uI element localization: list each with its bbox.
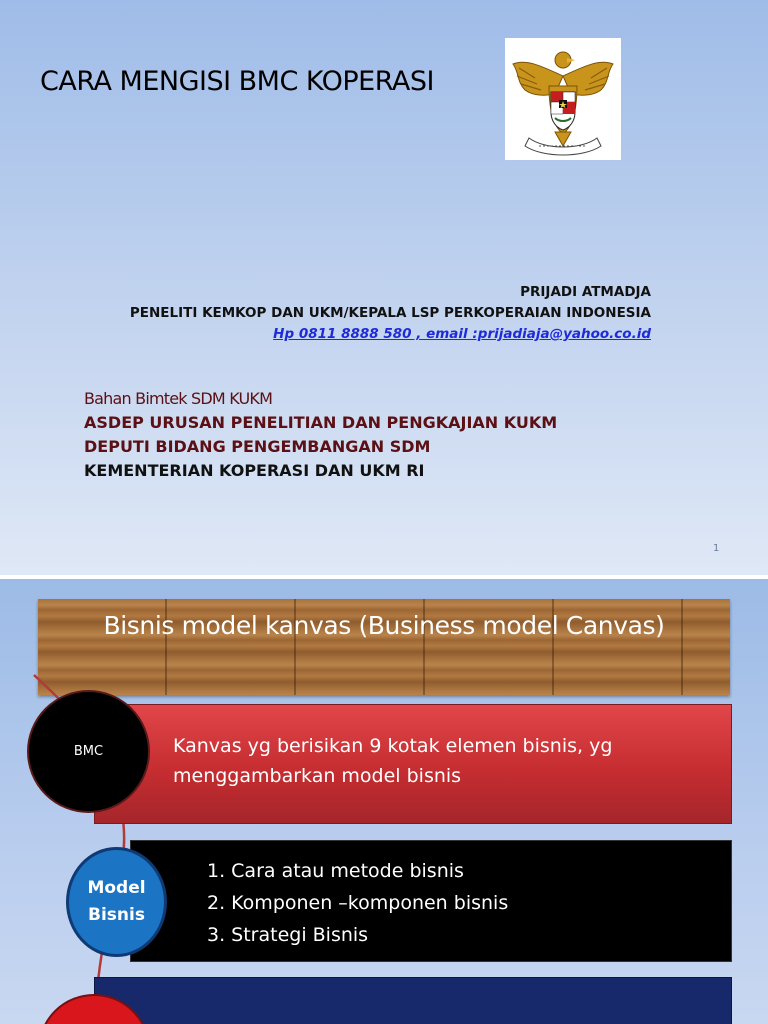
bmc-description-line-1: Kanvas yg berisikan 9 kotak elemen bisnis, yg bbox=[173, 735, 613, 757]
list-item: 3. Strategi Bisnis bbox=[207, 924, 369, 946]
model-bisnis-label-line-1: Model bbox=[87, 878, 146, 898]
page-number: 1 bbox=[713, 543, 720, 554]
slide-2 bbox=[0, 579, 768, 1024]
list-item: 1. Cara atau metode bisnis bbox=[207, 860, 464, 882]
list-item: 2. Komponen –komponen bisnis bbox=[207, 892, 509, 914]
deputi-label: DEPUTI BIDANG PENGEMBANGAN SDM bbox=[84, 437, 431, 456]
material-label: Bahan Bimtek SDM KUKM bbox=[84, 389, 273, 408]
author-position: PENELITI KEMKOP DAN UKM/KEPALA LSP PERKOPERAIAN INDONESIA bbox=[129, 305, 651, 321]
navy-content-box bbox=[94, 977, 732, 1024]
slide-title: CARA MENGISI BMC KOPERASI bbox=[40, 66, 434, 97]
model-bisnis-label-line-2: Bisnis bbox=[88, 905, 145, 925]
slide-2-title: Bisnis model kanvas (Business model Canvas) bbox=[103, 611, 665, 640]
author-contact-link[interactable]: Hp 0811 8888 580 , email :prijadiaja@yahoo.co.id bbox=[273, 326, 651, 342]
bmc-description-line-2: menggambarkan model bisnis bbox=[173, 765, 462, 787]
author-name: PRIJADI ATMADJA bbox=[520, 284, 651, 300]
bmc-circle-label: BMC bbox=[73, 744, 104, 759]
model-bisnis-list bbox=[207, 855, 508, 951]
bmc-description-box bbox=[94, 704, 732, 824]
asdep-label: ASDEP URUSAN PENELITIAN DAN PENGKAJIAN KUKM bbox=[84, 413, 558, 432]
bmc-circle bbox=[27, 690, 150, 813]
author-block bbox=[130, 282, 651, 345]
title-banner bbox=[38, 599, 730, 695]
ministry-label: KEMENTERIAN KOPERASI DAN UKM RI bbox=[84, 461, 425, 480]
garuda-emblem-icon bbox=[505, 38, 621, 160]
model-bisnis-label bbox=[69, 850, 164, 954]
organization-block bbox=[84, 387, 557, 483]
model-bisnis-circle bbox=[66, 847, 167, 957]
model-bisnis-list-box bbox=[130, 840, 732, 962]
bmc-description bbox=[173, 731, 612, 791]
